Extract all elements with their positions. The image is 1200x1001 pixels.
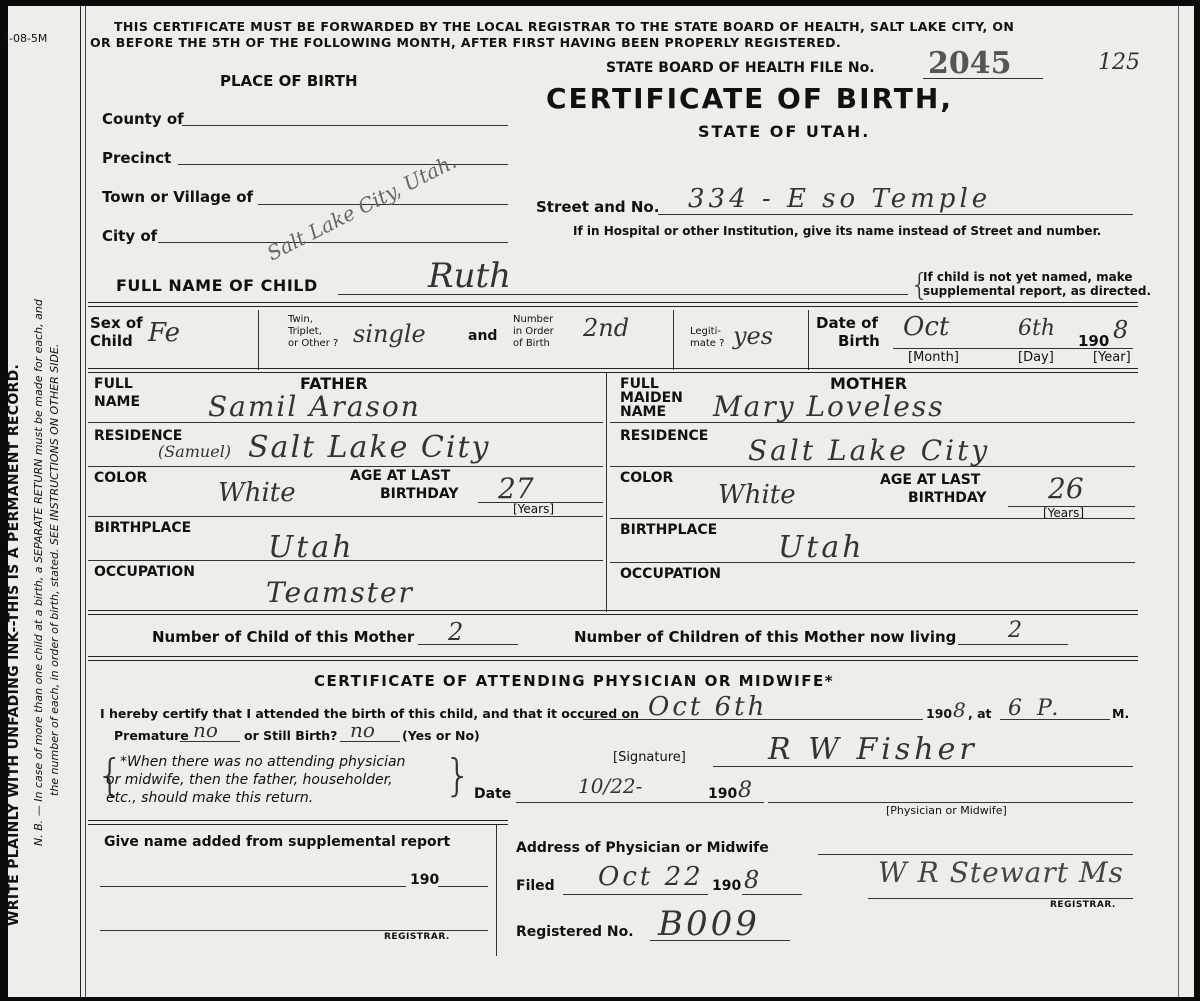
- birth-year-prefix: 190: [1078, 332, 1110, 350]
- child-name-value: Ruth: [428, 256, 512, 296]
- physician-date-year-prefix: 190: [708, 786, 738, 802]
- premature-value: no: [193, 718, 218, 742]
- filed-label: Filed: [516, 878, 555, 894]
- father-name-correction: (Samuel): [158, 442, 232, 461]
- notice-line-2: OR BEFORE THE 5TH OF THE FOLLOWING MONTH, AFTER FIRST HAVING BEEN PROPERLY REGISTERED.: [90, 35, 842, 50]
- place-of-birth-heading: PLACE OF BIRTH: [220, 72, 358, 90]
- legit-label-line2: mate ?: [690, 338, 725, 349]
- premature-label: Premature: [114, 728, 189, 743]
- file-no-label: STATE BOARD OF HEALTH FILE No.: [606, 60, 875, 76]
- registered-value: B009: [658, 904, 760, 944]
- father-age-label-line2: BIRTHDAY: [380, 486, 459, 502]
- sex-label-line2: Child: [90, 332, 133, 350]
- divider-parents: [88, 368, 1138, 373]
- day-caption: [Day]: [1018, 350, 1054, 365]
- birth-year-suffix: 8: [1113, 316, 1129, 344]
- physician-caption: [Physician or Midwife]: [886, 804, 1007, 817]
- occurred-year-prefix: 190: [926, 706, 953, 721]
- side-instruction: WRITE PLAINLY WITH UNFADING INK--THIS IS A PERMANENT RECORD.: [6, 363, 22, 926]
- father-heading: FATHER: [300, 374, 368, 393]
- mother-color-value: White: [718, 480, 796, 510]
- sex-label-line1: Sex of: [90, 314, 143, 332]
- filed-year-suffix: 8: [744, 866, 760, 894]
- father-birthplace-value: Utah: [268, 530, 355, 565]
- divider-supplemental: [88, 820, 508, 825]
- city-stamp: Salt Lake City, Utah.: [263, 149, 461, 266]
- father-age-value: 27: [498, 472, 534, 505]
- mother-residence-value: Salt Lake City: [748, 434, 991, 467]
- physician-date-value: 10/22-: [578, 774, 643, 798]
- form-code: 2-08-5M: [2, 32, 48, 45]
- physician-date-year-suffix: 8: [738, 778, 752, 803]
- twin-label-line1: Twin,: [288, 314, 313, 325]
- name-note-line2: supplemental report, as directed.: [923, 284, 1152, 298]
- father-name-label-line2: NAME: [94, 394, 141, 410]
- occurred-date-value: Oct 6th: [648, 692, 768, 722]
- birth-day-value: 6th: [1018, 316, 1056, 341]
- children-count-value: 2: [448, 618, 464, 646]
- mother-occupation-label: OCCUPATION: [620, 566, 721, 582]
- supplemental-year-prefix: 190: [410, 872, 440, 888]
- precinct-label: Precinct: [102, 149, 172, 167]
- physician-signature: R W Fisher: [768, 732, 978, 767]
- at-label: , at: [968, 706, 992, 721]
- city-label: City of: [102, 227, 158, 245]
- town-label: Town or Village of: [102, 188, 254, 206]
- father-color-value: White: [218, 478, 296, 508]
- right-edge: [1178, 6, 1179, 997]
- mother-age-label-line1: AGE AT LAST: [880, 472, 981, 488]
- certificate-title: CERTIFICATE OF BIRTH,: [546, 82, 953, 115]
- father-occupation-label: OCCUPATION: [94, 564, 195, 580]
- father-color-label: COLOR: [94, 470, 148, 486]
- county-label: County of: [102, 110, 184, 128]
- certify-text: I hereby certify that I attended the birth of this child, and that it occured on: [100, 706, 640, 721]
- address-label: Address of Physician or Midwife: [516, 840, 769, 856]
- sex-value: Fe: [148, 318, 181, 348]
- birth-certificate: 2-08-5M WRITE PLAINLY WITH UNFADING INK--THIS IS A PERMANENT RECORD. N. B. — In case of more than one child at a birth, a SEPARATE RETURN must be made for each, and the number of each, in order of birth, stated. SEE INSTRUCTIONS ON OTHER SIDE. THIS CERTIFICATE MUST BE FORWARDED BY THE LOCAL REGISTRAR TO THE STATE BOARD OF HEALTH, SALT LAKE CITY, ON OR BEFORE THE 5TH OF THE FOLLOWING MONTH, AFTER FIRST HAVING BEEN PROPERLY REGISTERED. STATE BOARD OF HEALTH FILE No. 2045 125 CERTIFICATE OF BIRTH, STATE OF UTAH. PLACE OF BIRTH County of Precinct Town or Village of City of Salt Lake City, Utah. Street and No. 334 - E so Temple If in Hospital or other Institution, give its name instead of Street and number. FULL NAME OF CHILD Ruth { If child is not yet named, make supplemental report, as directed. Sex of Child Fe Twin, Triplet, or Other ? single and Number in Order of Birth 2nd Legiti- mate ? yes Date of Birth Oct 6th 190 8 [Month] [Day] [Year] FATHER FULL NAME Samil Arason RESIDENCE (Samuel) Salt Lake City COLOR White AGE AT LAST BIRTHDAY 27 [Years] BIRTHPLACE Utah OCCUPATION Teamster MOTHER FULL MAIDEN NAME Mary Loveless RESIDENCE Salt Lake City COLOR White AGE AT LAST BIRTHDAY 26 [Years] BIRTHPLACE Utah OCCUPATION Number of Child of this Mother 2 Number of Children of this Mother now living 2 CERTIFICATE OF ATTENDING PHYSICIAN OR MIDWIFE* I hereby certify that I attended the birth of this child, and that it occured on Oct 6th 190 8 , at 6 P. M. Premature no or Still Birth? no (Yes or No) { } *When there was no attending physician or midwife, then the father, householder, etc., should make this return. [Signature] R W Fisher Date 10/22- 190 8 [Physician or Midwife] Give name added from supplemental report 190 REGISTRAR. Address of Physician or Midwife Filed Oct 22 190 8 W R Stewart Ms REGISTRAR. Registered No. B009: [8, 6, 1194, 997]
- physician-heading: CERTIFICATE OF ATTENDING PHYSICIAN OR MIDWIFE*: [314, 672, 835, 690]
- filed-year-prefix: 190: [712, 878, 742, 894]
- order-label-line2: in Order: [513, 326, 554, 337]
- mother-age-label-line2: BIRTHDAY: [908, 490, 987, 506]
- physician-note-line1: *When there was no attending physician: [120, 754, 406, 770]
- divider-children: [88, 610, 1138, 615]
- notice-line-1: THIS CERTIFICATE MUST BE FORWARDED BY THE LOCAL REGISTRAR TO THE STATE BOARD OF HEALTH, SALT LAKE CITY, ON: [114, 19, 1015, 34]
- mother-name-label-line3: NAME: [620, 404, 667, 420]
- time-value: 6 P.: [1008, 696, 1063, 721]
- children-count-label: Number of Child of this Mother: [152, 628, 415, 646]
- order-value: 2nd: [583, 314, 630, 342]
- children-living-label: Number of Children of this Mother now living: [574, 628, 957, 646]
- mother-birthplace-label: BIRTHPLACE: [620, 522, 718, 538]
- twin-label-line3: or Other ?: [288, 338, 339, 349]
- divider-physician: [88, 656, 1138, 661]
- registrar-signature: W R Stewart Ms: [878, 856, 1124, 889]
- file-no-value: 2045: [928, 46, 1012, 81]
- physician-note-line3: etc., should make this return.: [106, 790, 314, 806]
- mother-name-label-line1: FULL: [620, 376, 659, 392]
- filing-registrar-caption: REGISTRAR.: [1050, 900, 1116, 910]
- birth-month-value: Oct: [903, 312, 950, 342]
- hospital-note: If in Hospital or other Institution, give its name instead of Street and number.: [573, 224, 1102, 238]
- yes-or-no: (Yes or No): [402, 728, 480, 743]
- mother-residence-label: RESIDENCE: [620, 428, 709, 444]
- filed-value: Oct 22: [598, 862, 704, 892]
- mother-years-caption: [Years]: [1043, 506, 1085, 520]
- registered-label: Registered No.: [516, 924, 634, 940]
- father-birthplace-label: BIRTHPLACE: [94, 520, 192, 536]
- margin-line-inner: [85, 6, 86, 997]
- stillbirth-value: no: [350, 718, 375, 742]
- mother-age-value: 26: [1048, 472, 1084, 505]
- legit-label-line1: Legiti-: [690, 326, 721, 337]
- margin-line: [80, 6, 81, 997]
- occurred-year-suffix: 8: [953, 698, 966, 722]
- date-label-line1: Date of: [816, 314, 878, 332]
- date-label-line2: Birth: [838, 332, 880, 350]
- mother-name-value: Mary Loveless: [713, 390, 945, 423]
- supplemental-registrar-caption: REGISTRAR.: [384, 932, 450, 942]
- name-note-line1: If child is not yet named, make: [923, 270, 1133, 284]
- father-residence-label: RESIDENCE: [94, 428, 183, 444]
- twin-value: single: [353, 320, 426, 348]
- child-name-label: FULL NAME OF CHILD: [116, 276, 318, 295]
- physician-note-line2: or midwife, then the father, householder,: [106, 772, 393, 788]
- legit-value: yes: [733, 322, 774, 350]
- father-name-label-line1: FULL: [94, 376, 133, 392]
- certificate-subtitle: STATE OF UTAH.: [698, 122, 871, 141]
- side-note-line2: the number of each, in order of birth, stated. SEE INSTRUCTIONS ON OTHER SIDE.: [48, 343, 61, 796]
- order-label-line1: Number: [513, 314, 554, 325]
- street-label: Street and No.: [536, 198, 660, 216]
- father-age-label-line1: AGE AT LAST: [350, 468, 451, 484]
- order-label-line3: of Birth: [513, 338, 550, 349]
- mother-birthplace-value: Utah: [778, 530, 865, 565]
- side-note-line1: N. B. — In case of more than one child at a birth, a SEPARATE RETURN must be made for each, and: [32, 299, 45, 846]
- supplemental-label: Give name added from supplemental report: [104, 834, 451, 850]
- corner-number: 125: [1098, 50, 1140, 75]
- father-name-value: Samil Arason: [208, 390, 421, 423]
- and-label: and: [468, 328, 498, 344]
- stillbirth-label: or Still Birth?: [244, 728, 338, 743]
- physician-date-label: Date: [474, 786, 512, 802]
- parents-divider: [606, 372, 607, 612]
- mother-name-label-line2: MAIDEN: [620, 390, 683, 406]
- mother-color-label: COLOR: [620, 470, 674, 486]
- children-living-value: 2: [1008, 618, 1022, 643]
- mother-heading: MOTHER: [830, 374, 908, 393]
- father-occupation-value: Teamster: [266, 576, 414, 609]
- month-caption: [Month]: [908, 350, 959, 365]
- divider-child: [88, 302, 1138, 307]
- twin-label-line2: Triplet,: [288, 326, 322, 337]
- year-caption: [Year]: [1093, 350, 1131, 365]
- street-value: 334 - E so Temple: [688, 184, 992, 214]
- father-years-caption: [Years]: [513, 502, 555, 516]
- m-label: M.: [1112, 706, 1130, 721]
- signature-label: [Signature]: [613, 750, 686, 765]
- father-residence-value: Salt Lake City: [248, 430, 491, 465]
